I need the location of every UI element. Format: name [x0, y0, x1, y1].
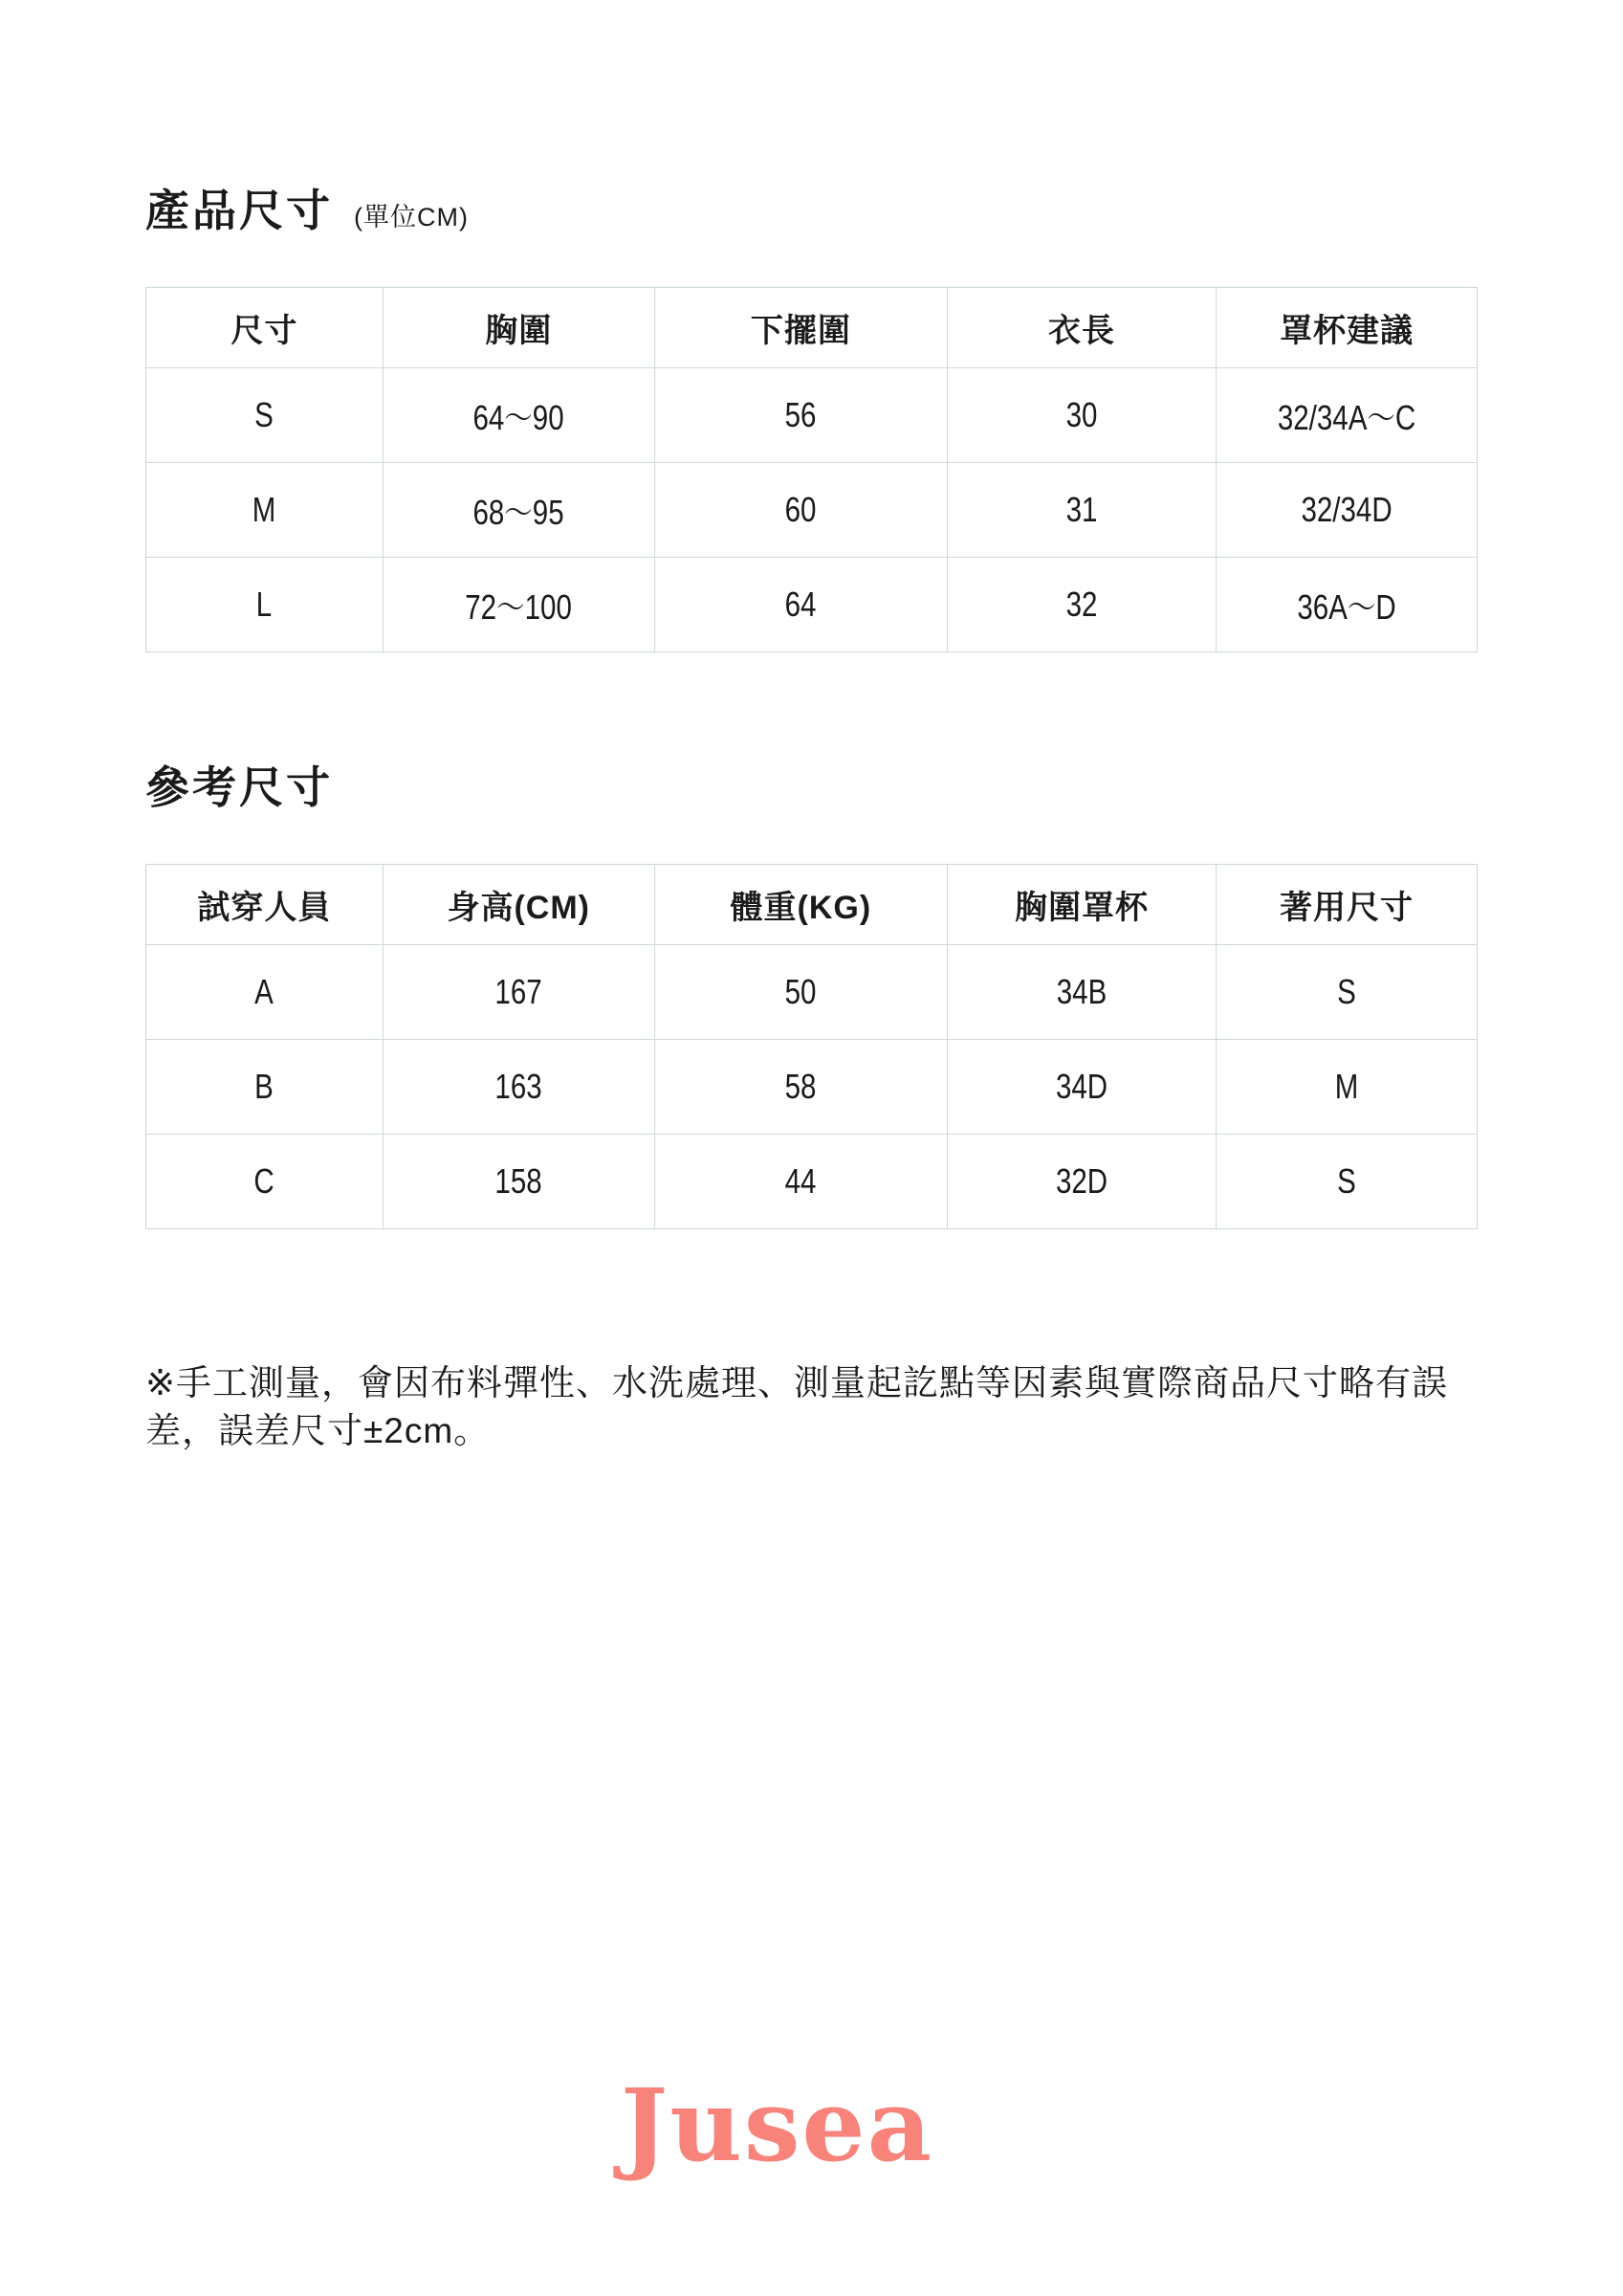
cell-bust-cup: 34D: [947, 1040, 1216, 1135]
cell-worn-size: S: [1217, 945, 1478, 1040]
cell-fitter: B: [146, 1040, 384, 1135]
cell-fitter: C: [146, 1135, 384, 1229]
cell-bust-cup: 32D: [947, 1135, 1216, 1229]
cell-size: L: [146, 558, 384, 652]
col-header-bust-cup: 胸圍罩杯: [947, 865, 1216, 945]
cell-hem: 56: [654, 368, 947, 463]
cell-height: 163: [383, 1040, 654, 1135]
col-header-height: 身高(CM): [383, 865, 654, 945]
cell-worn-size: M: [1217, 1040, 1478, 1135]
cell-worn-size: S: [1217, 1135, 1478, 1229]
col-header-bust: 胸圍: [383, 288, 654, 368]
reference-size-section: [145, 762, 1478, 1229]
product-size-table: [145, 287, 1478, 652]
product-size-title: 產品尺寸: [145, 186, 333, 235]
cell-length: 30: [947, 368, 1216, 463]
cell-weight: 44: [654, 1135, 947, 1229]
cell-bust: 68～95: [383, 463, 654, 558]
cell-weight: 50: [654, 945, 947, 1040]
table-row-m: [146, 463, 1478, 558]
reference-size-title: 參考尺寸: [145, 762, 333, 813]
reference-size-header-row: [146, 865, 1478, 945]
product-size-section: [145, 185, 1478, 652]
reference-size-header: [145, 762, 1478, 814]
col-header-weight: 體重(KG): [654, 865, 947, 945]
table-row-a: [146, 945, 1478, 1040]
cell-height: 158: [383, 1135, 654, 1229]
col-header-fitter: 試穿人員: [146, 865, 384, 945]
cell-bust: 72～100: [383, 558, 654, 652]
reference-size-table: [145, 864, 1478, 1229]
cell-height: 167: [383, 945, 654, 1040]
table-row-l: [146, 558, 1478, 652]
col-header-hem: 下擺圍: [654, 288, 947, 368]
cell-cup: 32/34A～C: [1217, 368, 1478, 463]
cell-bust: 64～90: [383, 368, 654, 463]
cell-hem: 64: [654, 558, 947, 652]
cell-hem: 60: [654, 463, 947, 558]
cell-fitter: A: [146, 945, 384, 1040]
col-header-size: 尺寸: [146, 288, 384, 368]
product-size-header-row: [146, 288, 1478, 368]
col-header-cup: 罩杯建議: [1217, 288, 1478, 368]
cell-weight: 58: [654, 1040, 947, 1135]
cell-cup: 36A～D: [1217, 558, 1478, 652]
cell-size: S: [146, 368, 384, 463]
product-size-header: [145, 185, 1478, 237]
cell-bust-cup: 34B: [947, 945, 1216, 1040]
cell-length: 31: [947, 463, 1216, 558]
measurement-note: ※手工測量，會因布料彈性、水洗處理、測量起訖點等因素與實際商品尺寸略有誤差，誤差尺寸±2cm。: [145, 1363, 1448, 1450]
col-header-length: 衣長: [947, 288, 1216, 368]
unit-note: (單位CM): [354, 203, 469, 232]
table-row-c: [146, 1135, 1478, 1229]
cell-size: M: [146, 463, 384, 558]
brand-logo: Jusea: [621, 2065, 933, 2184]
col-header-worn-size: 著用尺寸: [1217, 865, 1478, 945]
cell-length: 32: [947, 558, 1216, 652]
table-row-s: [146, 368, 1478, 463]
cell-cup: 32/34D: [1217, 463, 1478, 558]
brand-logo-wrap: [145, 2065, 1478, 2184]
table-row-b: [146, 1040, 1478, 1135]
